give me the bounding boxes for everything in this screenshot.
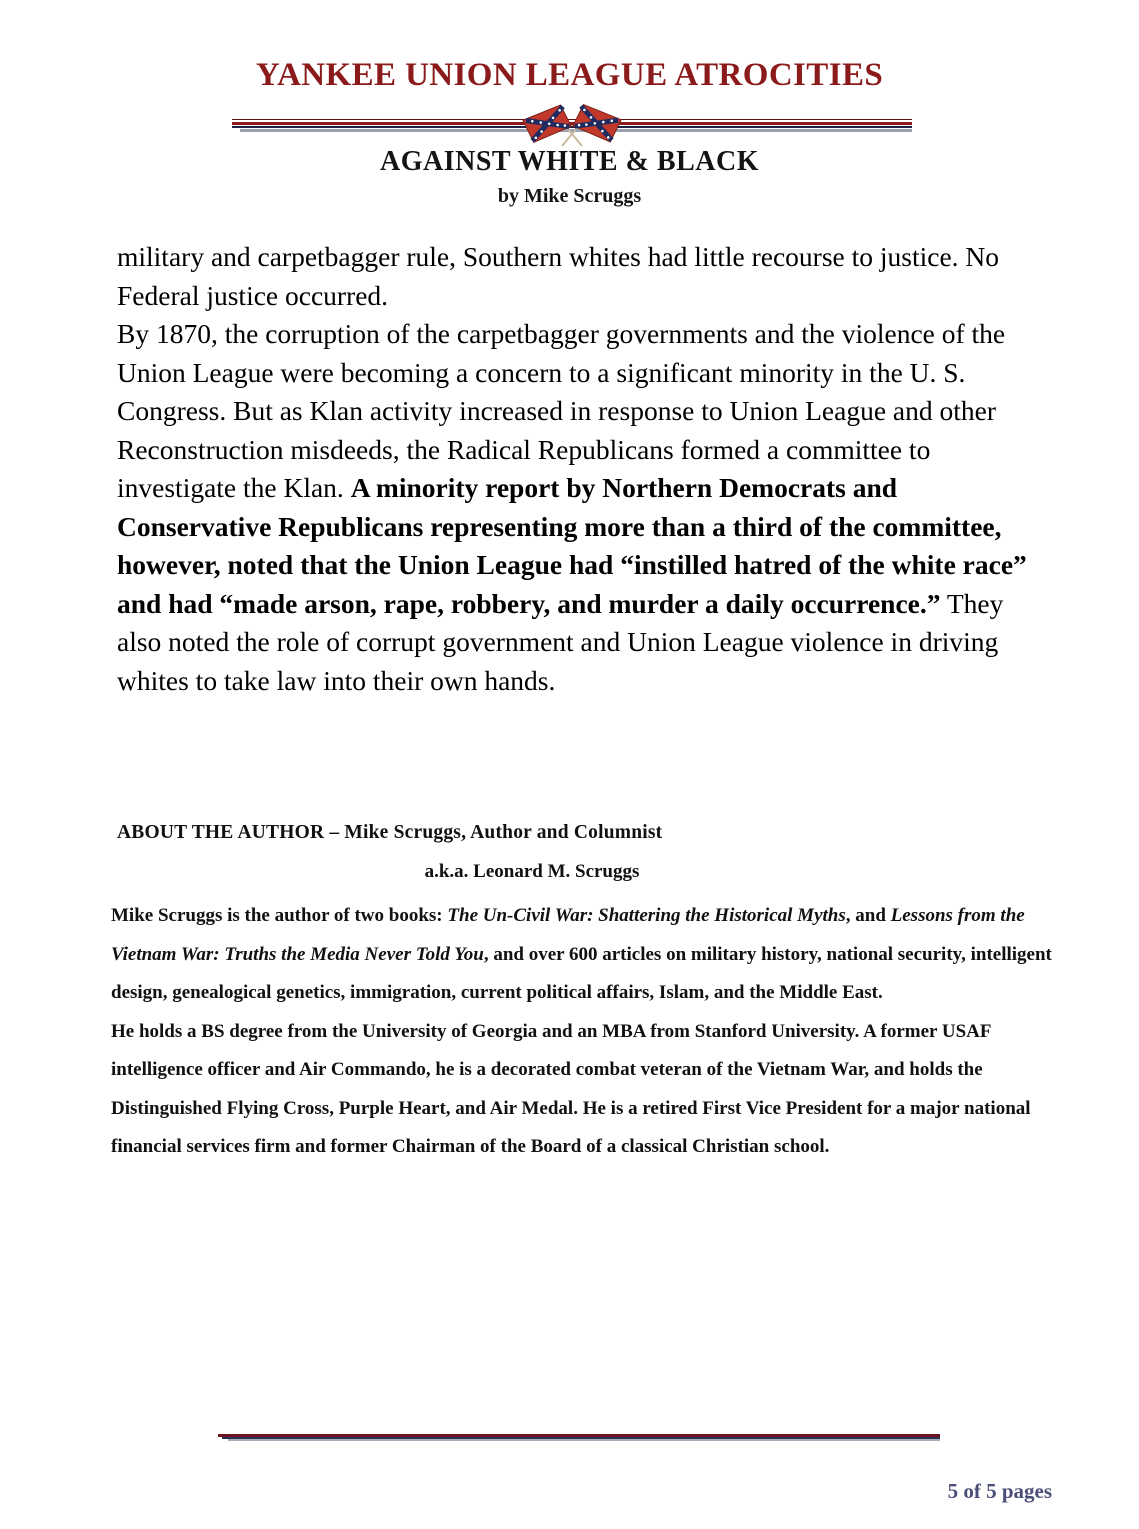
body-paragraph-1: military and carpetbagger rule, Southern whites had little recourse to justice. No Federal justice occurred.: [117, 241, 1000, 311]
byline: by Mike Scruggs: [497, 185, 642, 207]
body-paragraph-2-tail: They also noted the role of corrupt government and Union League violence in driving whites to take law into their own hands.: [117, 587, 1004, 696]
body-paragraph-2-lead: By 1870, the corruption of the carpetbagger governments and the violence of the Union League were becoming a concern to a significant minority in the U. S. Congress. But as Klan activity increased in response to Union League and other Reconstruction misdeeds, the Radical Republicans formed a committee to investigate the Klan.: [117, 318, 1006, 503]
about-the-author-heading: ABOUT THE AUTHOR – Mike Scruggs, Author and Columnist: [117, 822, 663, 843]
crossed-confederate-battle-flags-icon: [516, 102, 628, 148]
footer-divider: [218, 1432, 940, 1444]
masthead: [0, 58, 1139, 93]
page-subtitle: AGAINST WHITE & BLACK: [380, 146, 759, 177]
author-biography: [111, 897, 1056, 1167]
bio-lead: Mike Scruggs is the author of two books:: [111, 905, 448, 926]
page-title: YANKEE UNION LEAGUE ATROCITIES: [255, 57, 884, 93]
book-title-2: Lessons from the Vietnam War: Truths the Media Never Told You: [111, 905, 1025, 965]
book-title-1: The Un-Civil War: Shattering the Historical Myths: [447, 905, 846, 926]
bio-tail: , and over 600 articles on military history, national security, intelligent design, genealogical genetics, immigration, current political affairs, Islam, and the Middle East.: [111, 943, 1052, 1003]
author-alias: a.k.a. Leonard M. Scruggs: [424, 861, 640, 882]
body-paragraph-2: [117, 315, 1052, 700]
body-paragraph-2-emphasis: A minority report by Northern Democrats and Conservative Republicans representing more than a third of the committee, however, noted that the Union League had “instilled hatred of the white race” and had “made arson, rape, robbery, and murder a daily occurrence.”: [117, 472, 1027, 619]
bio-paragraph-2: He holds a BS degree from the University of Georgia and an MBA from Stanford University. A former USAF intelligence officer and Air Commando, he is a decorated combat veteran of the Vietnam War, and holds the Distinguished Flying Cross, Purple Heart, and Air Medal. He is a retired First Vice President for a major national financial services firm and former Chairman of the Board of a classical Christian school.: [111, 1020, 1031, 1157]
bio-paragraph-1: [111, 897, 1056, 1013]
header-ornament-divider: [232, 104, 912, 146]
bio-mid: , and: [845, 905, 891, 926]
page-number: 5 of 5 pages: [947, 1479, 1052, 1503]
footer-line-shadow: [228, 1439, 940, 1441]
article-body: [117, 238, 1052, 700]
